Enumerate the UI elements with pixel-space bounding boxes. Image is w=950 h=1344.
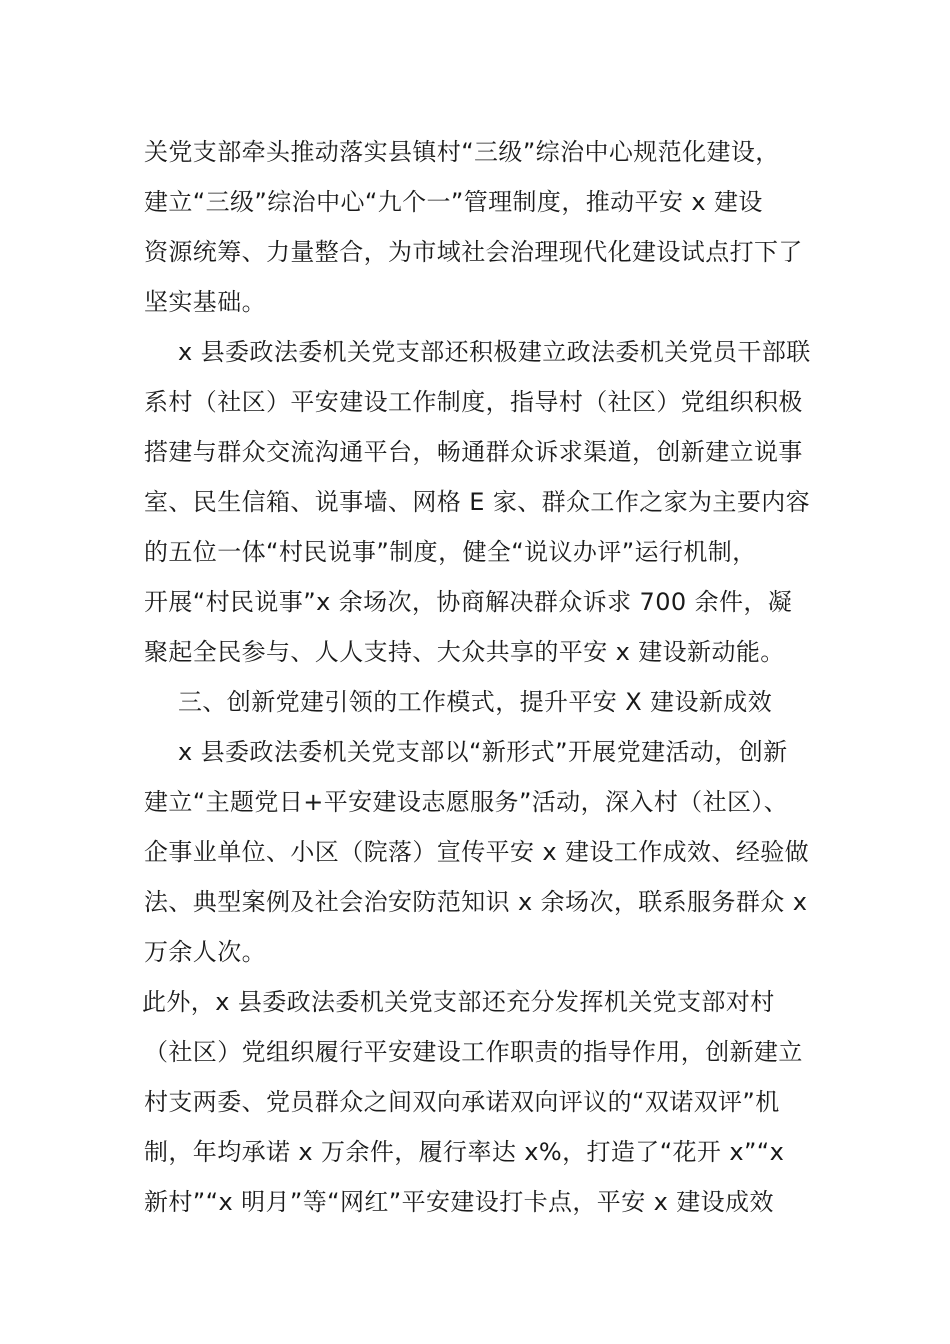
paragraph-line: 制，年均承诺 x 万余件，履行率达 x%，打造了“花开 x”“x <box>144 1138 785 1166</box>
paragraph-line: 室、民生信箱、说事墙、网格 E 家、群众工作之家为主要内容 <box>144 488 811 516</box>
section-heading: 三、创新党建引领的工作模式，提升平安 X 建设新成效 <box>178 688 773 716</box>
paragraph-line: 资源统筹、力量整合，为市域社会治理现代化建设试点打下了 <box>144 238 803 266</box>
paragraph-line: 开展“村民说事”x 余场次，协商解决群众诉求 700 余件，凝 <box>144 588 793 616</box>
paragraph-line: 的五位一体“村民说事”制度，健全“说议办评”运行机制， <box>144 538 757 566</box>
paragraph-line: x 县委政法委机关党支部还积极建立政法委机关党员干部联 <box>178 338 811 366</box>
paragraph-line: 法、典型案例及社会治安防范知识 x 余场次，联系服务群众 x <box>144 888 808 916</box>
paragraph-line: 坚实基础。 <box>144 288 266 316</box>
paragraph-line: x 县委政法委机关党支部以“新形式”开展党建活动，创新 <box>178 738 788 766</box>
document-body <box>144 127 814 1227</box>
paragraph-line: 系村（社区）平安建设工作制度，指导村（社区）党组织积极 <box>144 388 803 416</box>
paragraph-line: 关党支部牵头推动落实县镇村“三级”综治中心规范化建设， <box>144 138 780 166</box>
paragraph-line: 万余人次。 <box>144 938 266 966</box>
paragraph-line: 建立“三级”综治中心“九个一”管理制度，推动平安 x 建设 <box>144 188 763 216</box>
paragraph-line: 此外，x 县委政法委机关党支部还充分发挥机关党支部对村 <box>142 988 775 1016</box>
paragraph-line: 聚起全民参与、人人支持、大众共享的平安 x 建设新动能。 <box>144 638 785 666</box>
paragraph-line: 村支两委、党员群众之间双向承诺双向评议的“双诺双评”机 <box>144 1088 780 1116</box>
paragraph-line: 企事业单位、小区（院落）宣传平安 x 建设工作成效、经验做 <box>144 838 810 866</box>
paragraph-line: 新村”“x 明月”等“网红”平安建设打卡点，平安 x 建设成效 <box>144 1188 774 1216</box>
paragraph-line: 建立“主题党日+平安建设志愿服务”活动，深入村（社区）、 <box>144 788 789 816</box>
paragraph-line: （社区）党组织履行平安建设工作职责的指导作用，创新建立 <box>144 1038 803 1066</box>
paragraph-line: 搭建与群众交流沟通平台，畅通群众诉求渠道，创新建立说事 <box>144 438 803 466</box>
